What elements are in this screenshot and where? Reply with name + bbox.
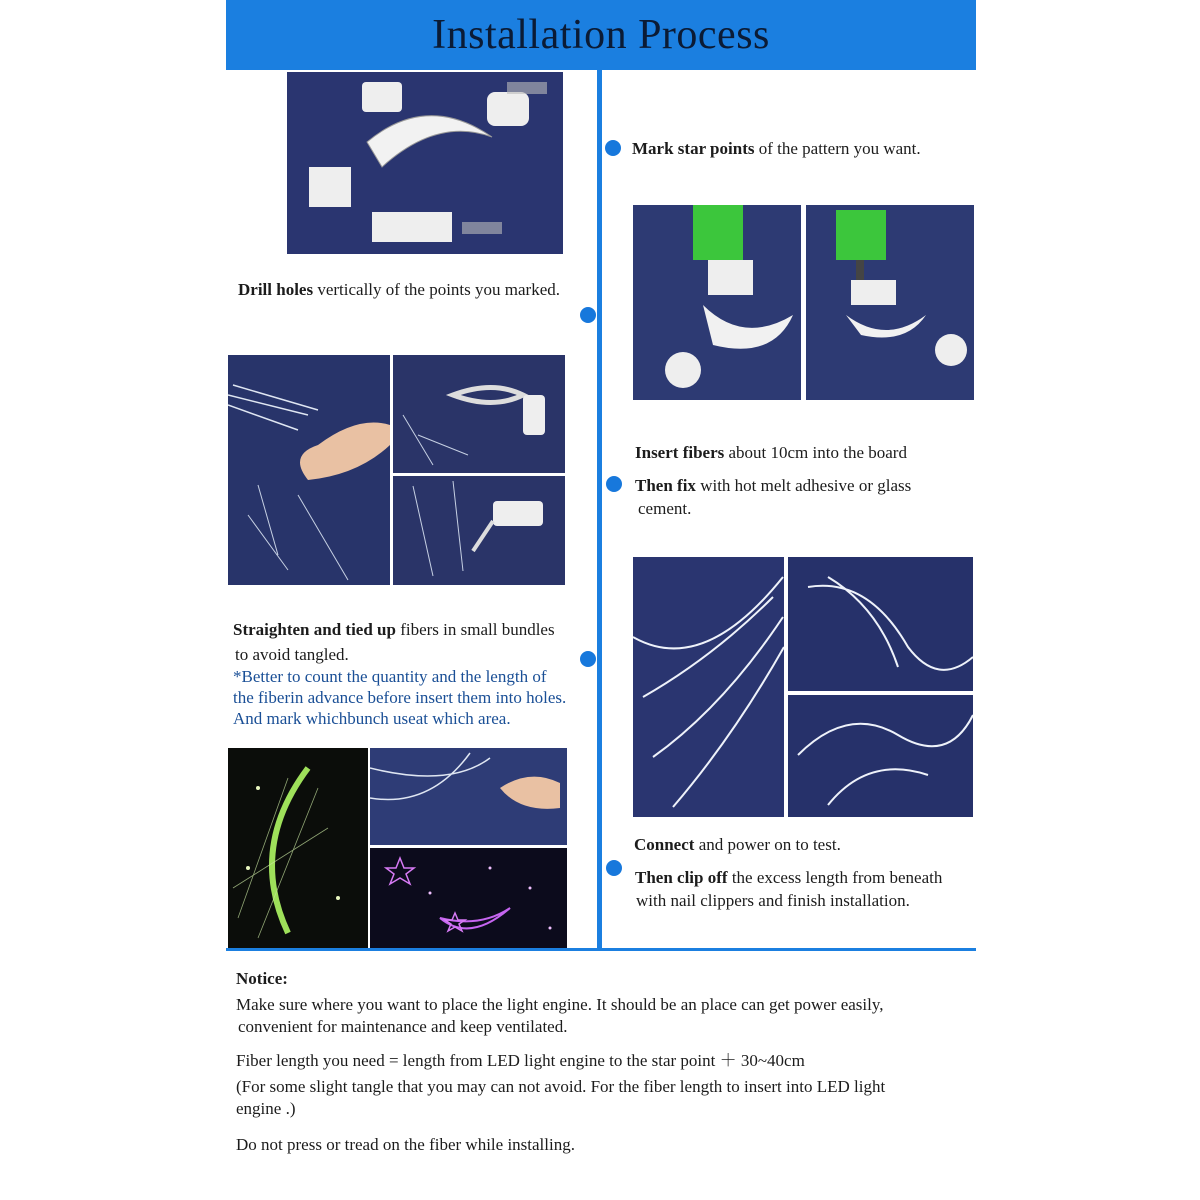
vertical-divider <box>597 70 602 950</box>
horizontal-divider <box>226 948 976 951</box>
notice-p1-line-1: Make sure where you want to place the light engine. It should be an place can get power easily, <box>236 995 884 1014</box>
timeline-dot <box>606 476 622 492</box>
step-insert-text <box>635 441 911 520</box>
step-straighten-note <box>233 666 566 729</box>
notice-heading: Notice: <box>236 969 288 988</box>
photo-pattern-stencils <box>287 72 563 254</box>
photo-lit-moon-purple <box>370 848 567 948</box>
notice-p2-line-2: (For some slight tangle that you may can not avoid. For the fiber length to insert into LED light <box>236 1077 886 1096</box>
note-line-2: the fiberin advance before insert them into holes. <box>233 688 567 707</box>
step-connect-rest-1: and power on to test. <box>694 835 841 854</box>
step-straighten-rest: fibers in small bundles <box>395 620 555 639</box>
step-insert-line-3: cement. <box>638 499 692 518</box>
step-drill-rest: vertically of the points you marked. <box>313 280 561 299</box>
step-connect-line-3: with nail clippers and finish installation. <box>636 891 910 910</box>
step-drill-text <box>238 278 560 301</box>
photo-fiber-bundles-3 <box>788 695 973 817</box>
step-straighten-line-2: to avoid tangled. <box>235 645 349 664</box>
photo-fiber-bundles-2 <box>788 557 973 691</box>
step-mark-text <box>632 137 921 160</box>
photo-clipping-fiber <box>370 748 567 845</box>
step-connect-bold-1: Connect <box>634 835 695 854</box>
photo-fiber-bundles-large <box>633 557 784 817</box>
photo-lit-moon-green <box>228 748 368 948</box>
step-connect-text <box>634 833 942 912</box>
timeline-dot <box>580 651 596 667</box>
step-insert-bold-1: Insert fibers <box>635 443 725 462</box>
step-connect-bold-2: Then clip off <box>635 868 728 887</box>
header-banner <box>226 0 976 70</box>
photo-glue-gun-1 <box>393 355 565 473</box>
photo-glue-gun-2 <box>393 476 565 585</box>
page-title: Installation Process <box>432 12 770 58</box>
photo-drilling-2 <box>806 205 974 400</box>
notice-p1-line-2: convenient for maintenance and keep ventilated. <box>238 1017 568 1036</box>
timeline-dot <box>605 140 621 156</box>
photo-drilling-1 <box>633 205 801 400</box>
step-mark-rest: of the pattern you want. <box>754 139 921 158</box>
note-line-3: And mark whichbunch useat which area. <box>233 709 511 728</box>
step-insert-rest-1: about 10cm into the board <box>724 443 907 462</box>
timeline-dot <box>580 307 596 323</box>
step-straighten-text <box>233 618 555 666</box>
note-line-1: *Better to count the quantity and the length of <box>233 667 547 686</box>
timeline-dot <box>606 860 622 876</box>
step-mark-bold: Mark star points <box>632 139 755 158</box>
step-insert-rest-2: with hot melt adhesive or glass <box>695 476 912 495</box>
photo-insert-fiber-hand <box>228 355 390 585</box>
notice-p3: Do not press or tread on the fiber while installing. <box>236 1135 575 1154</box>
step-drill-bold: Drill holes <box>238 280 314 299</box>
notice-section <box>236 968 885 1156</box>
step-connect-rest-2: the excess length from beneath <box>727 868 943 887</box>
step-insert-bold-2: Then fix <box>635 476 696 495</box>
step-straighten-bold: Straighten and tied up <box>233 620 396 639</box>
notice-p2-line-1: Fiber length you need = length from LED light engine to the star point ＋ 30~40cm <box>236 1051 805 1070</box>
notice-p2-line-3: engine .) <box>236 1099 296 1118</box>
